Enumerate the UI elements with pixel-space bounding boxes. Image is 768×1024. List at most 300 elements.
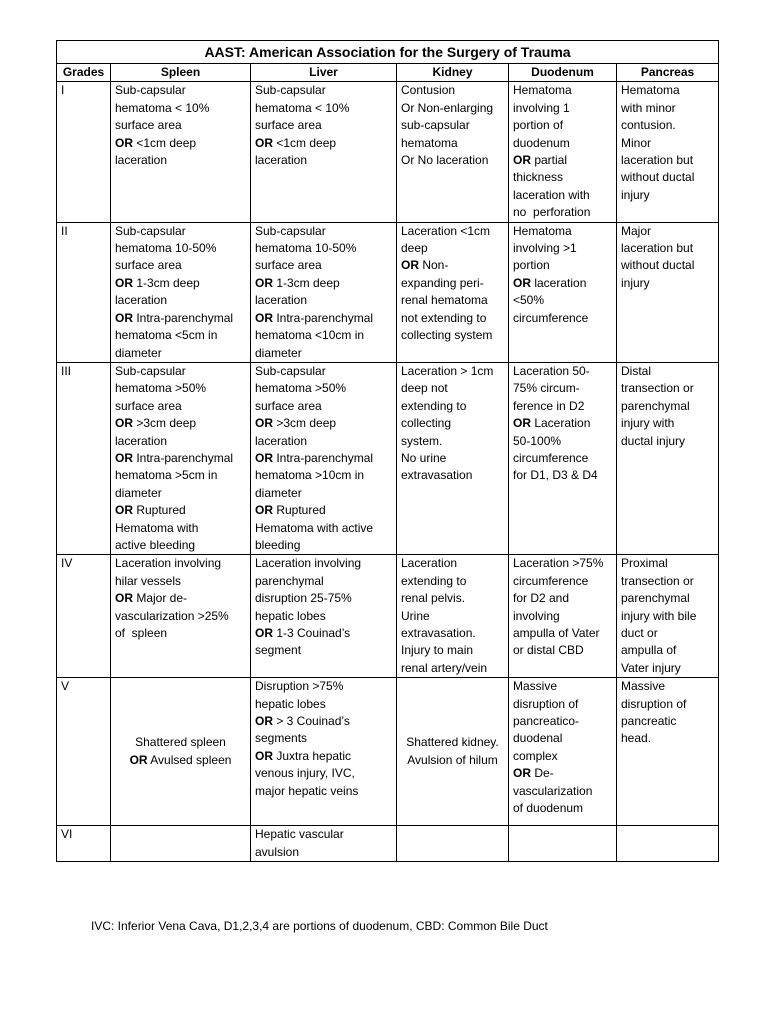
line-text: ference in D2 xyxy=(513,398,585,413)
line-text: Distal xyxy=(621,363,652,378)
line-text: ampulla of Vater xyxy=(513,626,600,640)
cell-line xyxy=(513,363,612,380)
cell-line xyxy=(255,678,392,695)
or-keyword: OR xyxy=(115,275,133,290)
line-text: major hepatic veins xyxy=(255,783,359,798)
cell-line xyxy=(115,415,246,432)
line-text: >3cm deep xyxy=(273,416,337,431)
line-text: deep xyxy=(401,241,428,256)
line-text: involving >1 xyxy=(513,241,577,256)
line-text: collecting xyxy=(401,416,452,431)
cell-line xyxy=(255,240,392,257)
pancreas-cell xyxy=(617,362,719,554)
cell-line xyxy=(401,433,504,450)
line-text: ampulla of xyxy=(621,643,677,658)
line-text: circumference xyxy=(513,450,589,465)
cell-line xyxy=(255,713,392,730)
line-text: hematoma <5cm in xyxy=(115,328,218,343)
line-text: laceration with xyxy=(513,187,590,202)
line-text: hematoma < 10% xyxy=(255,100,350,115)
line-text: laceration but xyxy=(621,241,694,256)
cell-line xyxy=(255,467,392,484)
cell-line xyxy=(401,82,504,99)
cell-line xyxy=(115,380,246,397)
line-text: surface area xyxy=(255,118,322,133)
cell-line xyxy=(115,450,246,467)
line-text: vascularization xyxy=(513,783,593,798)
cell-line xyxy=(513,275,612,292)
cell-line xyxy=(401,100,504,117)
cell-line xyxy=(401,398,504,415)
line-text: injury xyxy=(621,187,650,202)
cell-line xyxy=(513,380,612,397)
line-text: Contusion xyxy=(401,83,456,98)
line-text: expanding peri- xyxy=(401,275,484,290)
or-keyword: OR xyxy=(255,450,273,465)
line-text: injury xyxy=(621,275,650,290)
spleen-cell xyxy=(111,222,251,362)
cell-line xyxy=(115,152,246,169)
line-text: laceration but xyxy=(621,153,694,168)
cell-line xyxy=(621,363,714,380)
line-text: extending to xyxy=(401,398,467,413)
line-text: disruption of xyxy=(621,696,687,711)
table-row xyxy=(57,362,719,554)
cell-line xyxy=(621,642,714,659)
or-keyword: OR xyxy=(115,503,133,518)
cell-line xyxy=(513,169,612,186)
spleen-cell xyxy=(111,826,251,862)
line-text: not extending to xyxy=(401,310,487,325)
cell-line xyxy=(401,734,504,751)
line-text: Sub-capsular xyxy=(115,83,186,98)
cell-line xyxy=(255,363,392,380)
or-keyword: OR xyxy=(115,310,133,325)
line-text: 75% circum- xyxy=(513,381,580,396)
line-text: hematoma xyxy=(401,135,458,150)
cell-line xyxy=(621,398,714,415)
line-text: venous injury, IVC, xyxy=(255,766,355,781)
liver-cell xyxy=(251,82,397,222)
cell-line xyxy=(513,590,612,607)
line-text: Shattered kidney. xyxy=(406,735,499,750)
cell-line xyxy=(255,327,392,344)
liver-cell xyxy=(251,362,397,554)
line-text: involving xyxy=(513,608,560,623)
or-keyword: OR xyxy=(513,153,531,168)
cell-line xyxy=(255,257,392,274)
line-text: hepatic lobes xyxy=(255,608,326,623)
line-text: hematoma >10cm in xyxy=(255,468,365,483)
cell-line xyxy=(255,748,392,765)
line-text: extravasation. xyxy=(401,626,476,640)
cell-line xyxy=(255,625,392,642)
line-text: Avulsed spleen xyxy=(147,752,232,767)
line-text: complex xyxy=(513,748,558,763)
line-text: segment xyxy=(255,643,302,658)
line-text: hematoma < 10% xyxy=(115,100,210,115)
cell-line xyxy=(401,240,504,257)
cell-line xyxy=(115,257,246,274)
cell-line xyxy=(621,169,714,186)
cell-line xyxy=(255,608,392,625)
line-text: No urine xyxy=(401,450,447,465)
or-keyword: OR xyxy=(115,135,133,150)
header-duodenum: Duodenum xyxy=(509,64,617,82)
cell-line xyxy=(401,555,504,572)
kidney-cell xyxy=(397,555,509,678)
line-text: Hematoma xyxy=(621,83,680,98)
line-text: Ruptured xyxy=(273,503,326,518)
table-row xyxy=(57,678,719,826)
cell-line xyxy=(255,415,392,432)
line-text: renal hematoma xyxy=(401,293,488,308)
pancreas-cell xyxy=(617,222,719,362)
line-text: extravasation xyxy=(401,468,473,483)
cell-line xyxy=(255,642,392,659)
cell-line xyxy=(255,590,392,607)
line-text: Non- xyxy=(419,258,449,273)
duodenum-cell xyxy=(509,82,617,222)
line-text: Injury to main xyxy=(401,643,474,658)
cell-line xyxy=(255,537,392,554)
cell-line xyxy=(513,398,612,415)
cell-line xyxy=(255,485,392,502)
cell-line xyxy=(115,275,246,292)
cell-line xyxy=(255,696,392,713)
cell-line xyxy=(401,573,504,590)
line-text: surface area xyxy=(115,118,182,133)
line-text: vascularization >25% xyxy=(115,608,229,623)
pancreas-cell xyxy=(617,82,719,222)
line-text: injury with bile xyxy=(621,608,697,623)
liver-cell xyxy=(251,222,397,362)
cell-line xyxy=(255,730,392,747)
line-text: 1-3cm deep xyxy=(133,275,200,290)
cell-line xyxy=(401,275,504,292)
line-text: surface area xyxy=(255,258,322,273)
or-keyword: OR xyxy=(255,416,273,431)
cell-line xyxy=(513,765,612,782)
header-grades: Grades xyxy=(57,64,111,82)
cell-line xyxy=(621,660,714,677)
line-text: >3cm deep xyxy=(133,416,197,431)
line-text: for D1, D3 & D4 xyxy=(513,468,598,483)
cell-line xyxy=(115,327,246,344)
cell-line xyxy=(513,100,612,117)
line-text: surface area xyxy=(115,398,182,413)
duodenum-cell xyxy=(509,222,617,362)
line-text: Major de- xyxy=(133,591,188,606)
line-text: 1-3 Couinad’s xyxy=(273,626,351,640)
cell-line xyxy=(401,310,504,327)
line-text: laceration xyxy=(255,293,308,308)
cell-line xyxy=(621,678,714,695)
line-text: Intra-parenchymal xyxy=(273,450,374,465)
cell-line xyxy=(255,450,392,467)
line-text: Intra-parenchymal xyxy=(133,310,234,325)
line-text: system. xyxy=(401,433,443,448)
duodenum-cell xyxy=(509,678,617,826)
or-keyword: OR xyxy=(129,752,148,767)
line-text: De- xyxy=(531,766,554,781)
cell-line xyxy=(255,117,392,134)
cell-line xyxy=(255,100,392,117)
cell-line xyxy=(255,345,392,362)
cell-line xyxy=(621,187,714,204)
cell-line xyxy=(621,555,714,572)
grade-cell: IV xyxy=(57,555,111,678)
line-text: Vater injury xyxy=(621,660,681,675)
line-text: injury with xyxy=(621,416,675,431)
line-text: segments xyxy=(255,731,308,746)
line-text: Sub-capsular xyxy=(255,83,326,98)
line-text: diameter xyxy=(115,345,162,360)
cell-line xyxy=(621,240,714,257)
line-text: partial xyxy=(531,153,568,168)
grade-cell: I xyxy=(57,82,111,222)
cell-line xyxy=(401,380,504,397)
line-text: Ruptured xyxy=(133,503,186,518)
duodenum-cell xyxy=(509,362,617,554)
spleen-cell xyxy=(111,362,251,554)
line-text: active bleeding xyxy=(115,537,196,552)
cell-line xyxy=(115,625,246,642)
cell-line xyxy=(401,660,504,677)
cell-line xyxy=(115,734,246,751)
cell-line xyxy=(255,82,392,99)
cell-line xyxy=(115,310,246,327)
line-text: pancreatic xyxy=(621,714,677,729)
line-text: diameter xyxy=(255,345,302,360)
cell-line xyxy=(513,730,612,747)
or-keyword: OR xyxy=(255,714,273,729)
cell-line xyxy=(115,573,246,590)
cell-line xyxy=(115,135,246,152)
cell-line xyxy=(115,82,246,99)
cell-line xyxy=(621,433,714,450)
liver-cell xyxy=(251,826,397,862)
line-text: Juxtra hepatic xyxy=(273,748,352,763)
line-text: Sub-capsular xyxy=(255,363,326,378)
line-text: ductal injury xyxy=(621,433,686,448)
line-text: transection or xyxy=(621,381,694,396)
duodenum-cell xyxy=(509,555,617,678)
cell-line xyxy=(401,590,504,607)
or-keyword: OR xyxy=(255,310,273,325)
line-text: Laceration involving xyxy=(255,556,362,571)
cell-line xyxy=(255,844,392,861)
line-text: hematoma >50% xyxy=(255,381,347,396)
cell-line xyxy=(513,257,612,274)
line-text: laceration xyxy=(255,433,308,448)
spleen-cell xyxy=(111,678,251,826)
spleen-cell xyxy=(111,82,251,222)
line-text: or distal CBD xyxy=(513,643,584,658)
cell-line xyxy=(255,310,392,327)
cell-line xyxy=(621,152,714,169)
line-text: diameter xyxy=(255,485,302,500)
cell-line xyxy=(255,292,392,309)
cell-line xyxy=(255,433,392,450)
line-text: hematoma >50% xyxy=(115,381,207,396)
line-text: laceration xyxy=(115,433,168,448)
line-text: Proximal xyxy=(621,556,668,571)
line-text: Massive xyxy=(621,679,666,694)
table-row xyxy=(57,222,719,362)
cell-line xyxy=(401,625,504,642)
line-text: Or Non-enlarging xyxy=(401,100,494,115)
cell-line xyxy=(255,223,392,240)
line-text: Intra-parenchymal xyxy=(273,310,374,325)
table-row xyxy=(57,826,719,862)
line-text: Or No laceration xyxy=(401,153,489,168)
line-text: duodenum xyxy=(513,135,570,150)
cell-line xyxy=(115,467,246,484)
line-text: Laceration 50- xyxy=(513,363,590,378)
line-text: hematoma 10-50% xyxy=(115,241,217,256)
cell-line xyxy=(621,380,714,397)
line-text: Laceration > 1cm xyxy=(401,363,494,378)
or-keyword: OR xyxy=(513,766,531,781)
line-text: <50% xyxy=(513,293,545,308)
cell-line xyxy=(115,398,246,415)
line-text: Laceration >75% xyxy=(513,556,604,571)
cell-line xyxy=(513,608,612,625)
line-text: parenchymal xyxy=(255,573,324,588)
line-text: involving 1 xyxy=(513,100,570,115)
line-text: transection or xyxy=(621,573,694,588)
cell-line xyxy=(401,152,504,169)
cell-line xyxy=(115,555,246,572)
line-text: collecting system xyxy=(401,328,493,343)
or-keyword: OR xyxy=(513,275,531,290)
line-text: portion xyxy=(513,258,550,273)
kidney-cell xyxy=(397,678,509,826)
cell-line xyxy=(513,696,612,713)
line-text: Major xyxy=(621,223,652,238)
cell-line xyxy=(115,590,246,607)
line-text: duct or xyxy=(621,626,658,640)
line-text: Minor xyxy=(621,135,652,150)
cell-line xyxy=(621,275,714,292)
cell-line xyxy=(513,678,612,695)
cell-line xyxy=(621,415,714,432)
line-text: Laceration xyxy=(531,416,591,431)
cell-line xyxy=(513,117,612,134)
or-keyword: OR xyxy=(115,591,133,606)
kidney-cell xyxy=(397,222,509,362)
cell-line xyxy=(255,152,392,169)
cell-line xyxy=(621,573,714,590)
line-text: thickness xyxy=(513,170,564,185)
cell-line xyxy=(115,100,246,117)
cell-line xyxy=(115,240,246,257)
cell-line xyxy=(513,642,612,659)
line-text: Hematoma xyxy=(513,223,572,238)
cell-line xyxy=(513,240,612,257)
cell-line xyxy=(621,100,714,117)
line-text: hematoma <10cm in xyxy=(255,328,365,343)
line-text: hematoma >5cm in xyxy=(115,468,218,483)
pancreas-cell xyxy=(617,555,719,678)
line-text: surface area xyxy=(115,258,182,273)
line-text: Sub-capsular xyxy=(115,363,186,378)
line-text: without ductal xyxy=(621,258,695,273)
line-text: laceration xyxy=(531,275,587,290)
cell-line xyxy=(513,152,612,169)
kidney-cell xyxy=(397,362,509,554)
table-row xyxy=(57,555,719,678)
or-keyword: OR xyxy=(401,258,419,273)
line-text: avulsion xyxy=(255,844,300,859)
cell-line xyxy=(513,748,612,765)
cell-line xyxy=(115,608,246,625)
header-kidney: Kidney xyxy=(397,64,509,82)
grade-cell: II xyxy=(57,222,111,362)
cell-line xyxy=(513,800,612,817)
cell-line xyxy=(255,398,392,415)
line-text: laceration xyxy=(115,153,168,168)
line-text: renal artery/vein xyxy=(401,660,488,675)
cell-line xyxy=(255,555,392,572)
header-spleen: Spleen xyxy=(111,64,251,82)
line-text: laceration xyxy=(255,153,308,168)
cell-line xyxy=(621,257,714,274)
footnote: IVC: Inferior Vena Cava, D1,2,3,4 are portions of duodenum, CBD: Common Bile Duct xyxy=(91,919,548,933)
cell-line xyxy=(255,826,392,843)
cell-line xyxy=(115,223,246,240)
cell-line xyxy=(115,752,246,769)
cell-line xyxy=(255,765,392,782)
line-text: Hepatic vascular xyxy=(255,827,344,842)
cell-line xyxy=(401,135,504,152)
pancreas-cell xyxy=(617,826,719,862)
cell-line xyxy=(401,467,504,484)
line-text: circumference xyxy=(513,310,589,325)
cell-line xyxy=(513,450,612,467)
line-text: for D2 and xyxy=(513,591,570,606)
cell-line xyxy=(255,502,392,519)
cell-line xyxy=(401,327,504,344)
or-keyword: OR xyxy=(255,135,273,150)
line-text: disruption of xyxy=(513,696,579,711)
cell-line xyxy=(255,783,392,800)
line-text: hilar vessels xyxy=(115,573,182,588)
header-liver: Liver xyxy=(251,64,397,82)
line-text: > 3 Couinad’s xyxy=(273,714,350,729)
cell-line xyxy=(115,502,246,519)
line-text: <1cm deep xyxy=(273,135,337,150)
cell-line xyxy=(621,135,714,152)
line-text: laceration xyxy=(115,293,168,308)
cell-line xyxy=(401,223,504,240)
line-text: disruption 25-75% xyxy=(255,591,352,606)
grade-cell: III xyxy=(57,362,111,554)
line-text: Sub-capsular xyxy=(255,223,326,238)
cell-line xyxy=(621,696,714,713)
cell-line xyxy=(115,292,246,309)
line-text: <1cm deep xyxy=(133,135,197,150)
cell-line xyxy=(115,537,246,554)
cell-line xyxy=(401,257,504,274)
line-text: no perforation xyxy=(513,205,591,220)
cell-line xyxy=(401,450,504,467)
or-keyword: OR xyxy=(255,503,273,518)
liver-cell xyxy=(251,678,397,826)
cell-line xyxy=(513,467,612,484)
cell-line xyxy=(255,380,392,397)
